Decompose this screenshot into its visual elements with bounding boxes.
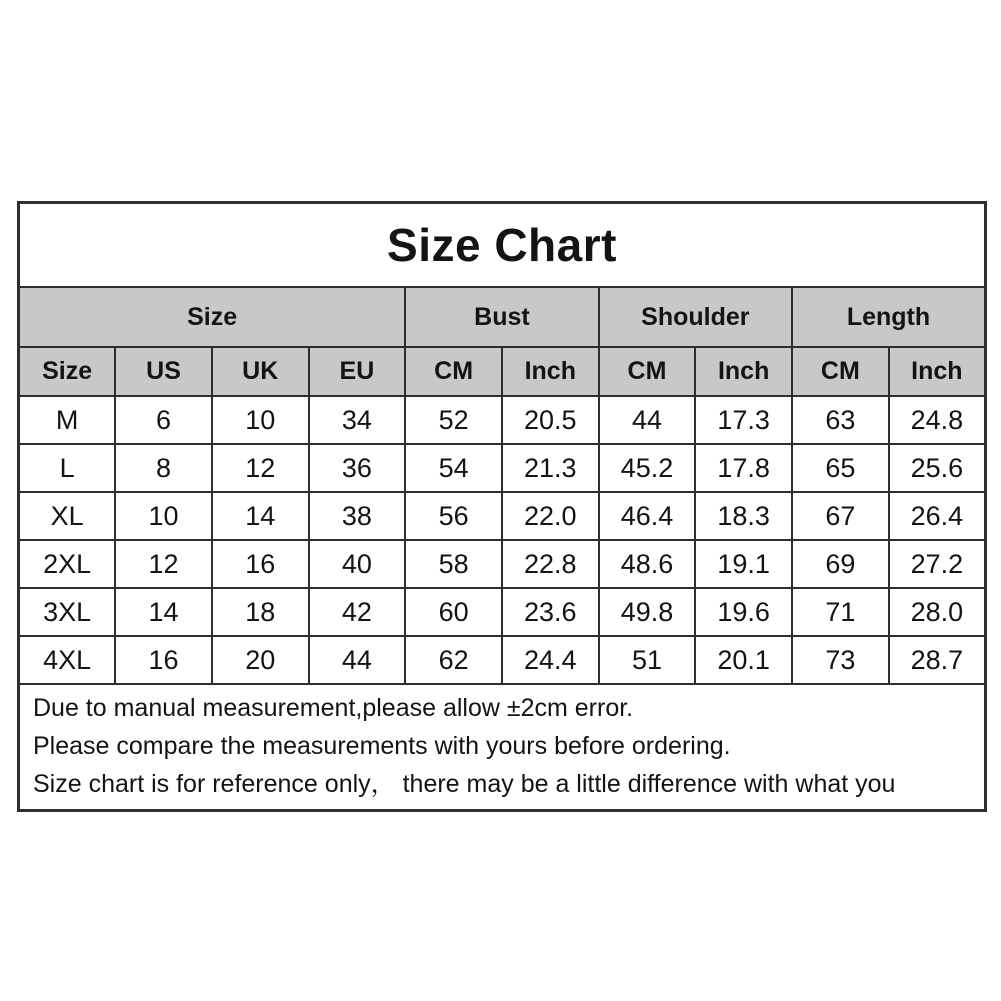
table-cell: 18	[212, 588, 309, 636]
table-row-3xl	[19, 588, 986, 636]
table-cell: 17.3	[695, 396, 792, 444]
table-cell: 3XL	[19, 588, 116, 636]
table-cell: XL	[19, 492, 116, 540]
table-cell: 45.2	[599, 444, 696, 492]
table-cell: 20.1	[695, 636, 792, 684]
table-cell: 17.8	[695, 444, 792, 492]
column-header-size: Size	[19, 347, 116, 396]
table-cell: 20	[212, 636, 309, 684]
column-header-row	[19, 347, 986, 396]
table-cell: M	[19, 396, 116, 444]
size-chart-table	[17, 201, 987, 812]
table-cell: 12	[115, 540, 212, 588]
table-cell: 65	[792, 444, 889, 492]
column-header-eu: EU	[309, 347, 406, 396]
table-row-4xl	[19, 636, 986, 684]
note-reference-only: Size chart is for reference only， there may be a little difference with what you	[33, 770, 896, 798]
table-cell: 71	[792, 588, 889, 636]
column-group-shoulder: Shoulder	[599, 287, 792, 347]
table-cell: 23.6	[502, 588, 599, 636]
table-cell: 16	[212, 540, 309, 588]
table-cell: 67	[792, 492, 889, 540]
table-row-m	[19, 396, 986, 444]
table-cell: 40	[309, 540, 406, 588]
table-cell: 26.4	[889, 492, 986, 540]
table-cell: 54	[405, 444, 502, 492]
table-cell: 6	[115, 396, 212, 444]
table-row-l	[19, 444, 986, 492]
table-cell: 51	[599, 636, 696, 684]
column-header-us: US	[115, 347, 212, 396]
table-cell: 44	[309, 636, 406, 684]
table-cell: 44	[599, 396, 696, 444]
column-group-bust: Bust	[405, 287, 598, 347]
table-cell: 52	[405, 396, 502, 444]
table-cell: 24.4	[502, 636, 599, 684]
column-group-length: Length	[792, 287, 986, 347]
column-header-uk: UK	[212, 347, 309, 396]
table-cell: 63	[792, 396, 889, 444]
column-header-bust-inch: Inch	[502, 347, 599, 396]
table-cell: 4XL	[19, 636, 116, 684]
table-cell: 69	[792, 540, 889, 588]
table-cell: 22.8	[502, 540, 599, 588]
column-group-size: Size	[19, 287, 406, 347]
table-cell: 36	[309, 444, 406, 492]
notes-row	[19, 684, 986, 811]
table-cell: 73	[792, 636, 889, 684]
table-cell: 49.8	[599, 588, 696, 636]
table-cell: 20.5	[502, 396, 599, 444]
table-cell: 2XL	[19, 540, 116, 588]
table-cell: 12	[212, 444, 309, 492]
table-cell: 10	[212, 396, 309, 444]
table-cell: 21.3	[502, 444, 599, 492]
table-cell: 25.6	[889, 444, 986, 492]
table-row-2xl	[19, 540, 986, 588]
table-cell: 19.6	[695, 588, 792, 636]
table-cell: 58	[405, 540, 502, 588]
table-cell: 14	[212, 492, 309, 540]
table-cell: 22.0	[502, 492, 599, 540]
table-row-xl	[19, 492, 986, 540]
table-cell: L	[19, 444, 116, 492]
table-cell: 34	[309, 396, 406, 444]
table-cell: 16	[115, 636, 212, 684]
table-cell: 14	[115, 588, 212, 636]
table-cell: 56	[405, 492, 502, 540]
table-cell: 27.2	[889, 540, 986, 588]
note-measurement-error: Due to manual measurement,please allow ±2cm error.	[33, 694, 634, 722]
note-compare-measurements: Please compare the measurements with yours before ordering.	[33, 732, 731, 760]
table-cell: 60	[405, 588, 502, 636]
column-header-length-cm: CM	[792, 347, 889, 396]
table-cell: 28.7	[889, 636, 986, 684]
table-cell: 28.0	[889, 588, 986, 636]
column-header-shoulder-cm: CM	[599, 347, 696, 396]
table-cell: 8	[115, 444, 212, 492]
column-header-shoulder-inch: Inch	[695, 347, 792, 396]
notes-cell	[19, 684, 986, 811]
table-cell: 19.1	[695, 540, 792, 588]
page-title: Size Chart	[19, 203, 986, 288]
table-cell: 48.6	[599, 540, 696, 588]
table-cell: 46.4	[599, 492, 696, 540]
table-cell: 10	[115, 492, 212, 540]
title-row	[19, 203, 986, 288]
column-group-row	[19, 287, 986, 347]
column-header-bust-cm: CM	[405, 347, 502, 396]
table-cell: 24.8	[889, 396, 986, 444]
table-cell: 62	[405, 636, 502, 684]
column-header-length-inch: Inch	[889, 347, 986, 396]
table-cell: 42	[309, 588, 406, 636]
table-cell: 18.3	[695, 492, 792, 540]
table-cell: 38	[309, 492, 406, 540]
